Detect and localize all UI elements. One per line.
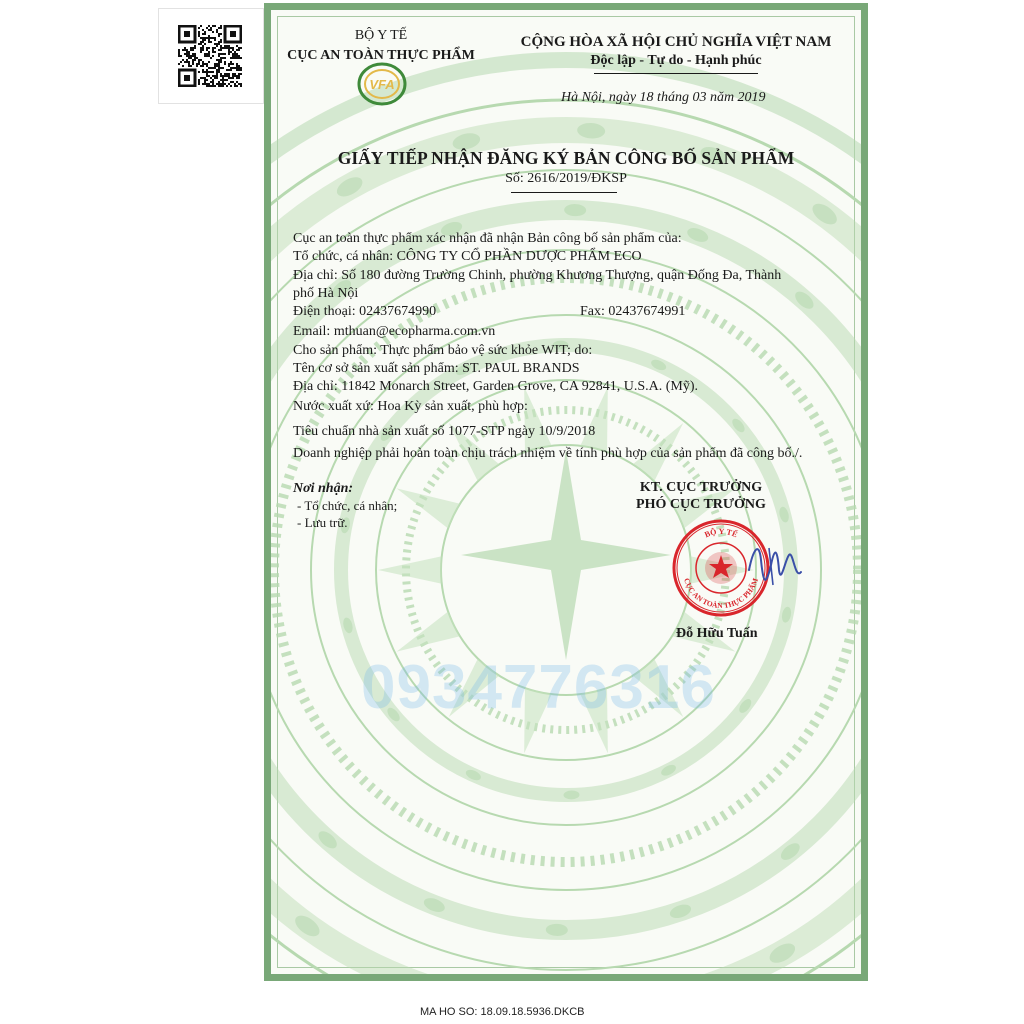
signer-title-line-2: PHÓ CỤC TRƯỞNG <box>636 497 766 512</box>
document-number: Số: 2616/2019/ĐKSP <box>505 171 627 186</box>
product-line: Cho sản phẩm: Thực phẩm bảo vệ sức khỏe WIT; do: <box>293 343 593 358</box>
motto-underline <box>594 73 758 74</box>
organization-line: Tổ chức, cá nhân: CÔNG TY CỔ PHẦN DƯỢC PHẨM ECO <box>293 249 642 264</box>
recipient-item: - Lưu trữ. <box>297 515 348 530</box>
email-line: Email: mthuan@ecopharma.com.vn <box>293 324 496 339</box>
number-underline <box>511 192 617 193</box>
address-line-1: Địa chỉ: Số 180 đường Trường Chinh, phường Khương Thượng, quận Đống Đa, Thành <box>293 268 782 283</box>
place-date: Hà Nội, ngày 18 tháng 03 năm 2019 <box>561 90 766 105</box>
standard-line: Tiêu chuẩn nhà sản xuất số 1077-STP ngày 10/9/2018 <box>293 424 596 439</box>
address-line-2: phố Hà Nội <box>293 286 359 301</box>
responsibility-line: Doanh nghiệp phải hoàn toàn chịu trách nhiệm về tính phù hợp của sản phẩm đã công bố./. <box>293 446 803 461</box>
document-title: GIẤY TIẾP NHẬN ĐĂNG KÝ BẢN CÔNG BỐ SẢN PHẨM <box>337 148 795 168</box>
qr-code-panel <box>158 8 264 104</box>
recipients-heading: Nơi nhận: <box>293 481 354 496</box>
qr-code-icon <box>178 25 242 87</box>
vfa-logo-text: VFA <box>369 77 395 92</box>
intro-line: Cục an toàn thực phẩm xác nhận đã nhận Bản công bố sản phẩm của: <box>293 231 682 246</box>
motto: Độc lập - Tự do - Hạnh phúc <box>590 53 762 68</box>
signer-name: Đỗ Hữu Tuấn <box>676 626 758 641</box>
handwritten-signature-icon <box>741 530 811 600</box>
record-code: MA HO SO: 18.09.18.5936.DKCB <box>420 1006 585 1018</box>
signer-title-line-1: KT. CỤC TRƯỞNG <box>639 480 763 495</box>
vfa-logo-icon <box>357 62 407 106</box>
fax-line: Fax: 02437674991 <box>580 304 686 319</box>
certificate-document <box>264 3 868 981</box>
origin-line: Nước xuất xứ: Hoa Kỳ sản xuất, phù hợp: <box>293 399 528 414</box>
agency-name: CỤC AN TOÀN THỰC PHẨM <box>287 48 475 63</box>
recipient-item: - Tổ chức, cá nhân; <box>297 498 398 513</box>
country-name: CỘNG HÒA XÃ HỘI CHỦ NGHĨA VIỆT NAM <box>520 34 832 50</box>
manufacturer-address-line: Địa chỉ: 11842 Monarch Street, Garden Grove, CA 92841, U.S.A. (Mỹ). <box>293 379 699 394</box>
seal-top-text: BỘ Y TẾ <box>703 526 739 540</box>
phone-watermark: 0934776316 <box>361 653 716 722</box>
seal-bottom-text: CỤC AN TOÀN THỰC PHẨM <box>682 576 760 611</box>
ministry-name: BỘ Y TẾ <box>354 28 408 43</box>
manufacturer-line: Tên cơ sở sản xuất sản phẩm: ST. PAUL BRANDS <box>293 361 580 376</box>
phone-line: Điện thoại: 02437674990 <box>293 304 437 319</box>
certificate-content <box>271 10 861 974</box>
